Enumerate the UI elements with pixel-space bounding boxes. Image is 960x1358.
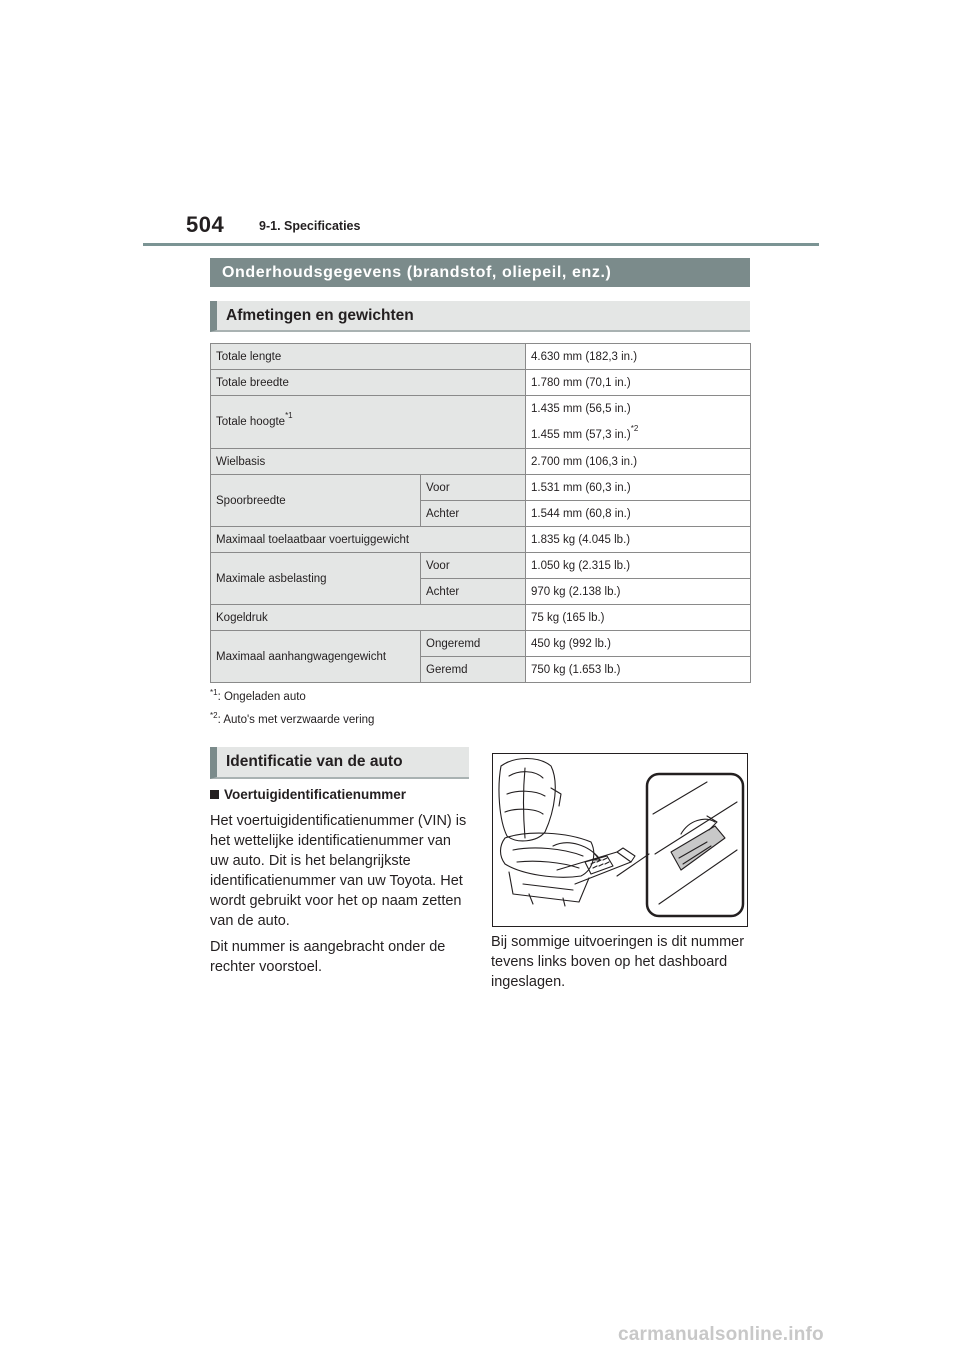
row-sublabel: Voor xyxy=(421,475,526,501)
dimensions-table xyxy=(210,343,751,683)
row-label: Maximale asbelasting xyxy=(211,553,421,605)
dimensions-banner xyxy=(210,301,750,332)
row-value: 750 kg (1.653 lb.) xyxy=(526,657,751,683)
row-label: Wielbasis xyxy=(211,449,526,475)
vin-heading-text: Voertuigidentificatienummer xyxy=(224,787,407,802)
row-label xyxy=(211,396,526,449)
header-rule xyxy=(143,243,819,246)
page-number: 504 xyxy=(186,212,225,237)
height-value-reinforced: 1.455 mm (57,3 in.)$^{*2}$ xyxy=(531,424,639,441)
table-row xyxy=(211,449,751,475)
row-label: Totale lengte xyxy=(211,344,526,370)
row-value: 75 kg (165 lb.) xyxy=(526,605,751,631)
table-row xyxy=(211,370,751,396)
row-value: 1.544 mm (60,8 in.) xyxy=(526,501,751,527)
footnote-marker: *1 xyxy=(210,688,218,697)
row-sublabel: Voor xyxy=(421,553,526,579)
row-label: Maximaal aanhangwagengewicht xyxy=(211,631,421,683)
row-label: Kogeldruk xyxy=(211,605,526,631)
vin-heading xyxy=(210,787,406,802)
footnote-text: : Auto's met verzwaarde vering xyxy=(217,713,375,726)
height-label: Totale hoogte xyxy=(216,416,286,428)
footnote-text: : Ongeladen auto xyxy=(217,690,306,703)
identification-banner xyxy=(210,747,469,779)
row-value: 1.531 mm (60,3 in.) xyxy=(526,475,751,501)
row-sublabel: Achter xyxy=(421,501,526,527)
seat-illustration xyxy=(493,754,748,927)
main-section-title: Onderhoudsgegevens (brandstof, oliepeil, enz.) xyxy=(222,263,612,281)
table-row xyxy=(211,553,751,579)
watermark: carmanualsonline.info xyxy=(618,1324,824,1345)
table-row xyxy=(211,396,751,449)
row-sublabel: Ongeremd xyxy=(421,631,526,657)
row-value: 1.780 mm (70,1 in.) xyxy=(526,370,751,396)
footnote-marker: *2 xyxy=(630,424,639,434)
table-row xyxy=(211,344,751,370)
row-value: 450 kg (992 lb.) xyxy=(526,631,751,657)
footnote-marker: *1 xyxy=(285,411,293,421)
section-label: 9-1. Specificaties xyxy=(259,219,361,233)
row-value: 2.700 mm (106,3 in.) xyxy=(526,449,751,475)
height-value-standard: 1.435 mm (56,5 in.) xyxy=(531,403,631,415)
row-sublabel: Geremd xyxy=(421,657,526,683)
table-row xyxy=(211,527,751,553)
row-label: Totale breedte xyxy=(211,370,526,396)
row-label: Maximaal toelaatbaar voertuiggewicht xyxy=(211,527,526,553)
footnote-marker: *2 xyxy=(210,711,218,720)
square-bullet-icon xyxy=(210,790,219,799)
footnote-1 xyxy=(210,688,306,703)
row-value xyxy=(526,396,751,449)
row-value: 970 kg (2.138 lb.) xyxy=(526,579,751,605)
table-row xyxy=(211,475,751,501)
vin-location-illustration xyxy=(492,753,748,927)
dimensions-title: Afmetingen en gewichten xyxy=(226,306,414,324)
table-row xyxy=(211,605,751,631)
row-value: 4.630 mm (182,3 in.) xyxy=(526,344,751,370)
row-label: Spoorbreedte xyxy=(211,475,421,527)
table-row xyxy=(211,631,751,657)
vin-description: Het voertuigidentificatienummer (VIN) is het wettelijke identificatienummer van uw auto. Dit is het belangrijkste identificatienummer van uw Toyota. Het wordt gebruikt voor het op naam zetten van de auto. xyxy=(210,813,467,929)
dashboard-note: Bij sommige uitvoeringen is dit nummer tevens links boven op het dashboard ingeslagen. xyxy=(491,934,745,990)
row-value: 1.050 kg (2.315 lb.) xyxy=(526,553,751,579)
identification-title: Identificatie van de auto xyxy=(226,753,403,770)
vin-location: Dit nummer is aangebracht onder de rechter voorstoel. xyxy=(210,939,446,975)
main-section-banner xyxy=(210,258,750,287)
row-sublabel: Achter xyxy=(421,579,526,605)
footnote-2 xyxy=(210,711,374,726)
row-value: 1.835 kg (4.045 lb.) xyxy=(526,527,751,553)
